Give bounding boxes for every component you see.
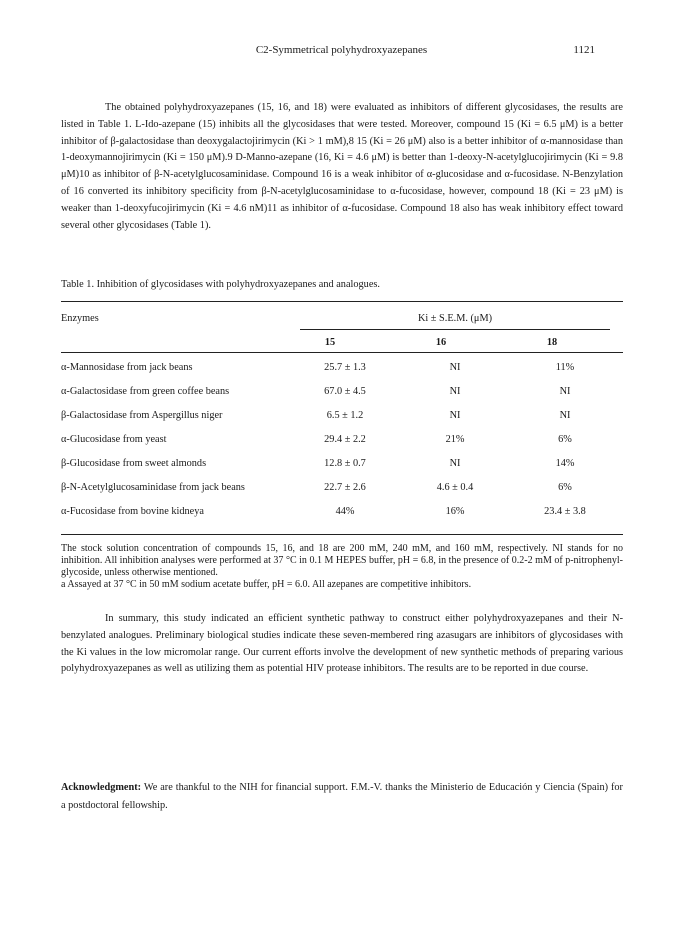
value-16: NI — [449, 410, 461, 421]
table-row — [61, 434, 623, 451]
value-16: NI — [449, 362, 461, 373]
enzyme-name: α-Galactosidase from green coffee beans — [61, 386, 230, 397]
value-18: 6% — [558, 482, 572, 493]
value-18: 11% — [555, 362, 575, 373]
value-15: 22.7 ± 2.6 — [324, 482, 366, 493]
value-18: NI — [559, 410, 571, 421]
value-15: 25.7 ± 1.3 — [324, 362, 366, 373]
enzyme-name: β-N-Acetylglucosaminidase from jack beans — [61, 482, 245, 493]
value-15: 67.0 ± 4.5 — [324, 386, 366, 397]
enzyme-name: β-Glucosidase from sweet almonds — [61, 458, 207, 469]
table-footnote-a: a Assayed at 37 °C in 50 mM sodium acetate buffer, pH = 6.0. All azepanes are competitive inhibitors. — [61, 579, 472, 590]
table-row — [61, 386, 623, 403]
header-ki-group: Ki ± S.E.M. (μM) — [417, 313, 493, 324]
value-18: NI — [559, 386, 571, 397]
header-enzymes: Enzymes — [61, 313, 99, 324]
value-18: 23.4 ± 3.8 — [544, 506, 586, 517]
running-title: C2-Symmetrical polyhydroxyazepanes — [255, 44, 428, 56]
header-bottom-rule — [61, 352, 623, 353]
enzyme-name: β-Galactosidase from Aspergillus niger — [61, 410, 223, 421]
body-paragraph-results: The obtained polyhydroxyazepanes (15, 16, and 18) were evaluated as inhibitors of different glycosidases, the results are listed in Table 1. L-Ido-azepane (15) inhibits all the glycosidases that were tested. Moreover, compound 15 (Ki = 6.5 μM) is a better inhibitor of β-galactosidase than deoxygalactojirimycin (Ki > 1 mM),8 15 (Ki = 26 μM) also is a better inhibitor of α-mannosidase than 1-deoxymannojirimycin (Ki = 150 μM).9 D-Manno-azepane (16, Ki = 4.6 μM) is better than 1-deoxy-N-acetylglucojirimycin (Ki = 9.8 μM)10 as inhibitor of β-N-acetylglucosaminidase. Compound 16 is a weak inhibitor of α-glucosidase and α-fucosidase. N-Benzylation of 16 converted its inhibitory specificity from β-N-acetylglucosaminidase to α-fucosidase, however, compound 18 (Ki = 23 μM) is weaker than 1-deoxyfucojirimycin (Ki = 4.6 nM)11 as inhibitor of α-fucosidase. Compound 18 also has weak inhibitory effect toward several other glycosidases (Table 1). — [61, 102, 623, 231]
value-15: 29.4 ± 2.2 — [324, 434, 366, 445]
acknowledgment-text: We are thankful to the NIH for financial support. F.M.-V. thanks the Ministerio de Educación y Ciencia (Spain) for a postdoctoral fellowship. — [61, 782, 623, 811]
page-number: 1121 — [573, 44, 595, 56]
header-col-15: 15 — [324, 337, 336, 348]
body-paragraph-summary: In summary, this study indicated an efficient synthetic pathway to construct either polyhydroxyazepanes and their N-benzylated analogues. Preliminary biological studies indicate these seven-membered ring azasugars are inhibitors of glycosidases with the Ki values in the low micromolar range. Our current efforts involve the development of new synthetic methods of preparing various polyhydroxyazepanes as well as utilizing them as potential HIV protease inhibitors. The results are to be reported in due course. — [61, 613, 623, 675]
acknowledgment — [61, 779, 623, 815]
value-16: 16% — [445, 506, 465, 517]
value-15: 6.5 ± 1.2 — [326, 410, 364, 421]
acknowledgment-label: Acknowledgment: — [61, 782, 142, 793]
table-top-rule — [61, 301, 623, 302]
enzyme-name: α-Fucosidase from bovine kidneya — [61, 506, 204, 517]
value-16: NI — [449, 386, 461, 397]
header-col-18: 18 — [546, 337, 558, 348]
value-16: NI — [449, 458, 461, 469]
value-16: 21% — [445, 434, 465, 445]
table-row — [61, 410, 623, 427]
table-row — [61, 362, 623, 379]
table-row — [61, 458, 623, 475]
value-15: 12.8 ± 0.7 — [324, 458, 366, 469]
value-15: 44% — [335, 506, 355, 517]
value-18: 14% — [555, 458, 575, 469]
table-bottom-rule — [61, 534, 623, 535]
value-18: 6% — [558, 434, 572, 445]
table-footnote: The stock solution concentration of compounds 15, 16, and 18 are 200 mM, 240 mM, and 160 mM, respectively. NI stands for no inhibition. All inhibition analyses were performed at 37 °C in 0.1 M HEPES buffer, pH = 6.8, in the presence of 0.2-2 mM of p-nitrophenyl-glycoside, unless otherwise mentioned. — [61, 543, 623, 578]
header-group-rule — [300, 329, 610, 330]
header-col-16: 16 — [435, 337, 447, 348]
enzyme-name: α-Mannosidase from jack beans — [61, 362, 193, 373]
table-row — [61, 482, 623, 499]
table-row — [61, 506, 623, 523]
table-caption: Table 1. Inhibition of glycosidases with polyhydroxyazepanes and analogues. — [61, 279, 380, 290]
enzyme-name: α-Glucosidase from yeast — [61, 434, 167, 445]
value-16: 4.6 ± 0.4 — [436, 482, 474, 493]
